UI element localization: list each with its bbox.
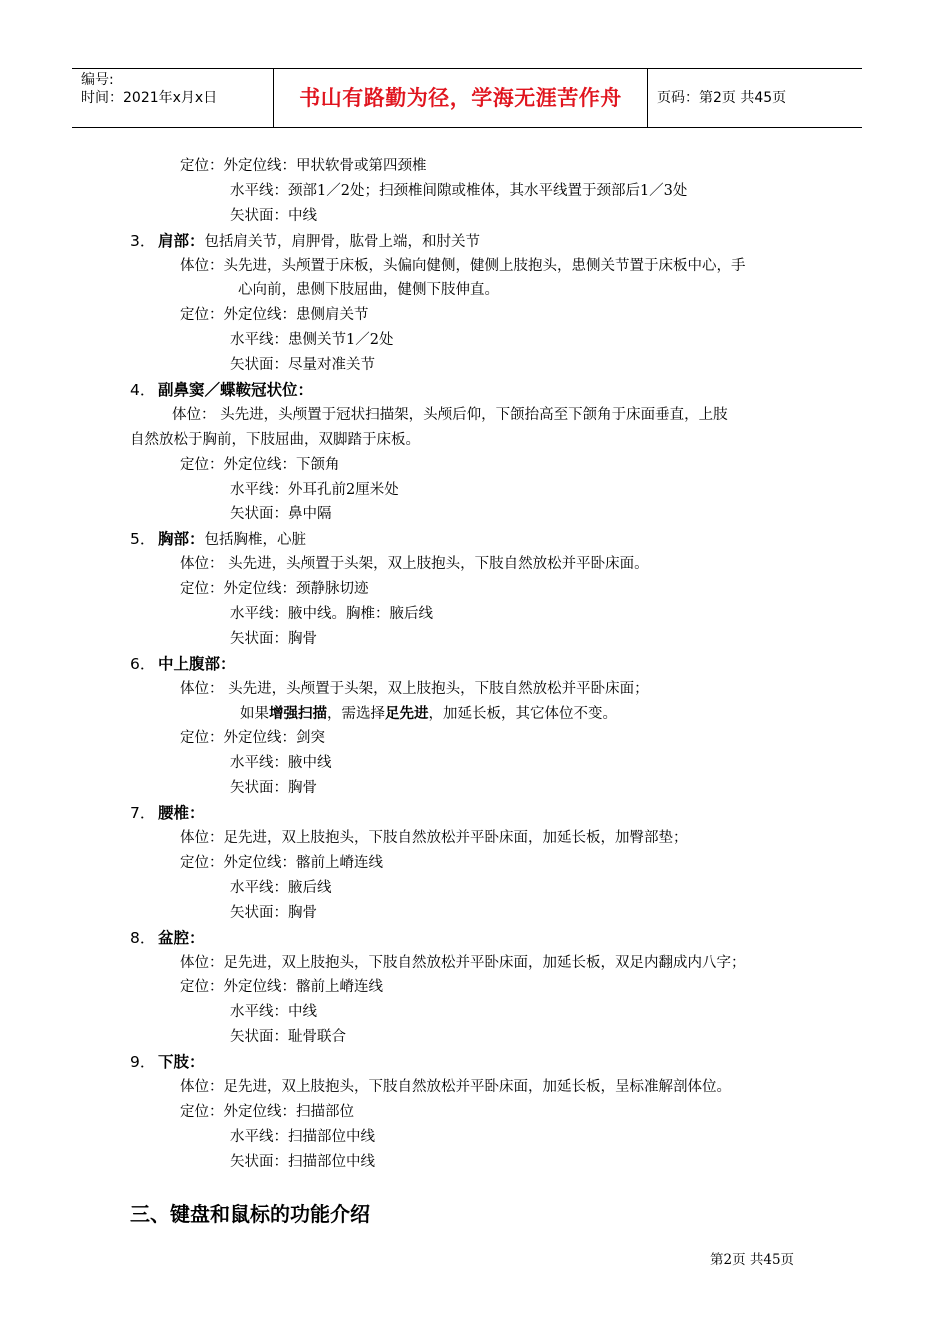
pelvis-horizontal-line: 水平线：中线: [230, 1004, 317, 1021]
pelvis-positioning: 定位：外定位线：髂前上嵴连线: [180, 979, 383, 996]
document-date: 时间：2021年x月x日: [81, 90, 218, 106]
sinus-body-position: 体位： 头先进，头颅置于冠状扫描架，头颅后仰，下颌抬高至下颌角于床面垂直，上肢: [172, 406, 728, 423]
section-title: 中上腹部：: [158, 654, 236, 673]
chest-sagittal-plane: 矢状面：胸骨: [230, 630, 317, 647]
section-description: 包括肩关节，肩胛骨，肱骨上端，和肘关节: [204, 233, 481, 250]
pelvis-sagittal-plane: 矢状面：耻骨联合: [230, 1029, 346, 1046]
neck-sagittal-plane: 矢状面：中线: [230, 207, 317, 224]
section-heading-keyboard-mouse: 三、键盘和鼠标的功能介绍: [130, 1202, 370, 1226]
lower-limb-body-position: 体位：足先进，双上肢抱头，下肢自然放松并平卧床面，加延长板，呈标准解剖体位。: [180, 1078, 731, 1095]
section-number: 4．: [130, 381, 156, 400]
chest-horizontal-line: 水平线：腋中线。胸椎：腋后线: [230, 606, 433, 623]
section-title: 下肢：: [158, 1053, 205, 1072]
upper-abdomen-positioning: 定位：外定位线：剑突: [180, 730, 325, 747]
section-number: 5．: [130, 530, 156, 549]
shoulder-body-position-cont: 心向前，患侧下肢屈曲，健侧下肢伸直。: [238, 282, 499, 299]
lumbar-horizontal-line: 水平线：腋后线: [230, 879, 332, 896]
upper-abdomen-sagittal-plane: 矢状面：胸骨: [230, 780, 317, 797]
upper-abdomen-horizontal-line: 水平线：腋中线: [230, 755, 332, 772]
section-number: 8．: [130, 928, 156, 947]
note-emphasis-enhanced-scan: 增强扫描: [269, 705, 327, 722]
sinus-horizontal-line: 水平线：外耳孔前2厘米处: [230, 481, 399, 498]
lumbar-sagittal-plane: 矢状面：胸骨: [230, 904, 317, 921]
lumbar-body-position: 体位：足先进，双上肢抱头，下肢自然放松并平卧床面，加延长板，加臀部垫；: [180, 830, 688, 847]
header-motto: 书山有路勤为径，学海无涯苦作舟: [274, 69, 648, 127]
note-emphasis-feet-first: 足先进: [385, 705, 429, 722]
note-text: ，加延长板，其它体位不变。: [428, 705, 617, 722]
sinus-heading: [130, 378, 830, 403]
sinus-sagittal-plane: 矢状面：鼻中隔: [230, 506, 332, 523]
section-title: 肩部：: [158, 231, 205, 250]
upper-abdomen-note: [130, 702, 830, 727]
lumbar-positioning: 定位：外定位线：髂前上嵴连线: [180, 854, 383, 871]
section-title: 胸部：: [158, 530, 205, 549]
shoulder-positioning: 定位：外定位线：患侧肩关节: [180, 307, 369, 324]
lower-limb-positioning: 定位：外定位线：扫描部位: [180, 1103, 354, 1120]
shoulder-heading: [130, 229, 830, 254]
header-page-info: 页码：第2页 共45页: [657, 90, 787, 106]
pelvis-body-position: 体位：足先进，双上肢抱头，下肢自然放松并平卧床面，加延长板，双足内翻成内八字；: [180, 954, 746, 971]
lower-limb-heading: [130, 1050, 830, 1075]
section-number: 3．: [130, 231, 156, 250]
section-title: 腰椎：: [158, 804, 205, 823]
document-number-label: 编号:: [81, 72, 114, 88]
section-number: 7．: [130, 804, 156, 823]
document-body: [130, 154, 830, 1175]
section-title: 副鼻窦／蝶鞍冠状位：: [158, 381, 314, 400]
neck-horizontal-line: 水平线：颈部1／2处；扫颈椎间隙或椎体，其水平线置于颈部后1／3处: [230, 182, 688, 199]
lower-limb-sagittal-plane: 矢状面：扫描部位中线: [230, 1153, 375, 1170]
neck-positioning: 定位：外定位线：甲状软骨或第四颈椎: [180, 158, 427, 174]
page-header: [72, 68, 862, 128]
section-number: 6．: [130, 654, 156, 673]
lower-limb-horizontal-line: 水平线：扫描部位中线: [230, 1128, 375, 1145]
header-meta: [72, 69, 274, 127]
shoulder-sagittal-plane: 矢状面：尽量对准关节: [230, 357, 375, 374]
upper-abdomen-body-position: 体位： 头先进，头颅置于头架，双上肢抱头，下肢自然放松并平卧床面；: [180, 680, 649, 697]
section-description: 包括胸椎，心脏: [204, 532, 307, 549]
note-text: ，需选择: [327, 705, 385, 722]
section-title: 盆腔：: [158, 928, 205, 947]
section-number: 9．: [130, 1053, 156, 1072]
lumbar-heading: [130, 801, 830, 826]
upper-abdomen-heading: [130, 652, 830, 677]
chest-positioning: 定位：外定位线：颈静脉切迹: [180, 581, 369, 598]
pelvis-heading: [130, 926, 830, 951]
chest-heading: [130, 527, 830, 552]
shoulder-body-position: 体位：头先进，头颅置于床板，头偏向健侧，健侧上肢抱头，患侧关节置于床板中心，手: [180, 257, 746, 274]
shoulder-horizontal-line: 水平线：患侧关节1／2处: [230, 332, 394, 349]
note-text: 如果: [240, 705, 269, 722]
sinus-body-position-cont: 自然放松于胸前，下肢屈曲，双脚踏于床板。: [130, 431, 420, 448]
page-footer: 第2页 共45页: [710, 1252, 795, 1268]
sinus-positioning: 定位：外定位线：下颌角: [180, 456, 340, 473]
chest-body-position: 体位： 头先进，头颅置于头架，双上肢抱头，下肢自然放松并平卧床面。: [180, 556, 649, 573]
